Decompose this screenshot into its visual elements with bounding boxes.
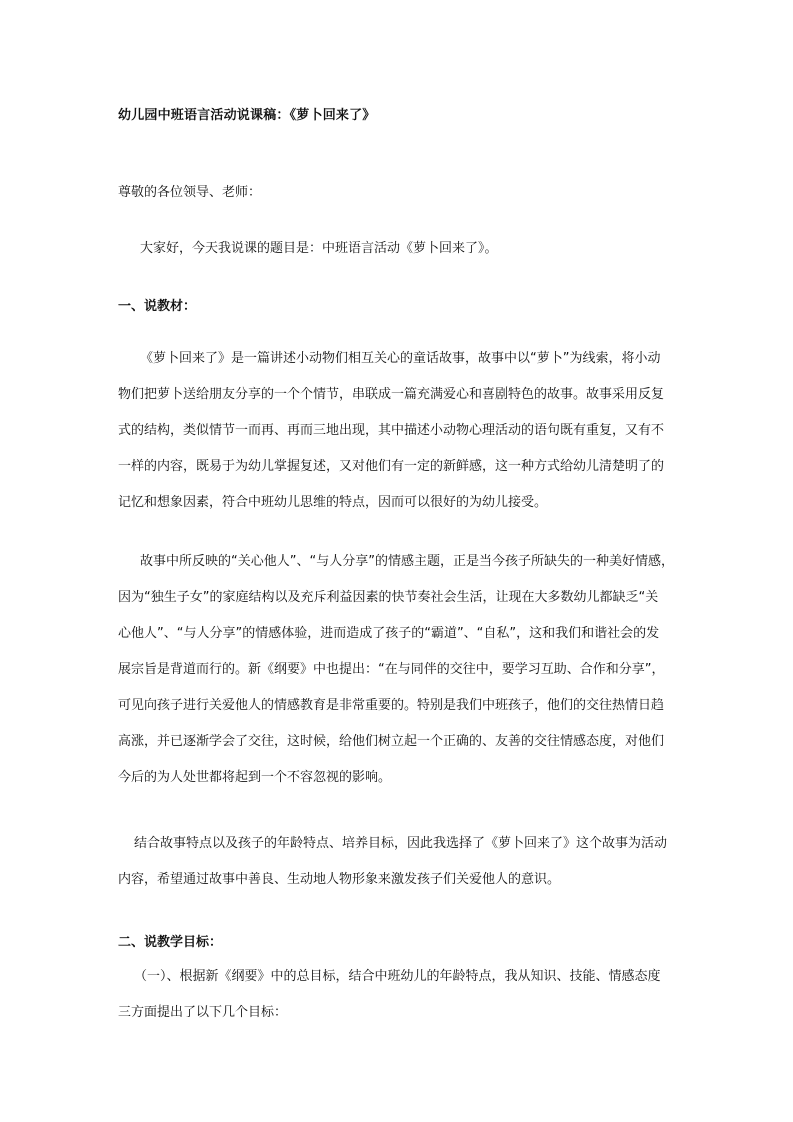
paragraph-line: 因为“独生子女”的家庭结构以及充斥利益因素的快节奏社会生活，让现在大多数幼儿都缺乏“关 bbox=[118, 590, 659, 605]
paragraph-choice bbox=[118, 835, 678, 907]
paragraph-line: 展宗旨是背道而行的。新《纲要》中也提出：“在与同伴的交往中，要学习互助、合作和分享”， bbox=[118, 662, 665, 677]
paragraph-line: 今后的为人处世都将起到一个不容忽视的影响。 bbox=[118, 770, 392, 785]
paragraph-line: （一）、根据新《纲要》中的总目标，结合中班幼儿的年龄特点，我从知识、技能、情感态度 bbox=[134, 969, 661, 984]
paragraph-line: 可见向孩子进行关爱他人的情感教育是非常重要的。特别是我们中班孩子，他们的交往热情日趋 bbox=[118, 698, 665, 713]
section-heading-2: 二、说教学目标： bbox=[118, 935, 223, 950]
paragraph-line: 故事中所反映的“关心他人”、“与人分享”的情感主题，正是当今孩子所缺失的一种美好情感， bbox=[140, 554, 674, 569]
paragraph-line: 三方面提出了以下几个目标： bbox=[118, 1005, 288, 1020]
paragraph-line: 式的结构，类似情节一而再、再而三地出现，其中描述小动物心理活动的语句既有重复，又有不 bbox=[118, 423, 665, 438]
paragraph-line: 高涨，并已逐渐学会了交往，这时候，给他们树立起一个正确的、友善的交往情感态度，对他们 bbox=[118, 734, 665, 749]
paragraph-textbook bbox=[118, 350, 678, 530]
section-heading-1: 一、说教材： bbox=[118, 299, 197, 314]
paragraph-line: 心他人”、“与人分享”的情感体验，进而造成了孩子的“霸道”、“自私”，这和我们和谐社会的发 bbox=[118, 626, 660, 641]
paragraph-line: 记忆和想象因素，符合中班幼儿思维的特点，因而可以很好的为幼儿接受。 bbox=[118, 495, 548, 510]
greeting: 尊敬的各位领导、老师： bbox=[118, 185, 262, 200]
paragraph-line: 结合故事特点以及孩子的年龄特点、培养目标，因此我选择了《萝卜回来了》这个故事为活动 bbox=[134, 836, 668, 851]
document-title: 幼儿园中班语言活动说课稿：《萝卜回来了》 bbox=[118, 108, 376, 123]
paragraph-line: 《萝卜回来了》是一篇讲述小动物们相互关心的童话故事，故事中以“萝卜”为线索，将小动 bbox=[140, 351, 661, 366]
intro-line: 大家好，今天我说课的题目是：中班语言活动《萝卜回来了》。 bbox=[140, 241, 498, 256]
paragraph-line: 内容，希望通过故事中善良、生动地人物形象来激发孩子们关爱他人的意识。 bbox=[118, 872, 561, 887]
paragraph-goals bbox=[118, 968, 678, 1040]
paragraph-theme bbox=[118, 553, 678, 805]
paragraph-line: 一样的内容，既易于为幼儿掌握复述，又对他们有一定的新鲜感，这一种方式给幼儿清楚明了的 bbox=[118, 459, 665, 474]
paragraph-line: 物们把萝卜送给朋友分享的一个个情节，串联成一篇充满爱心和喜剧特色的故事。故事采用反复 bbox=[118, 387, 665, 402]
